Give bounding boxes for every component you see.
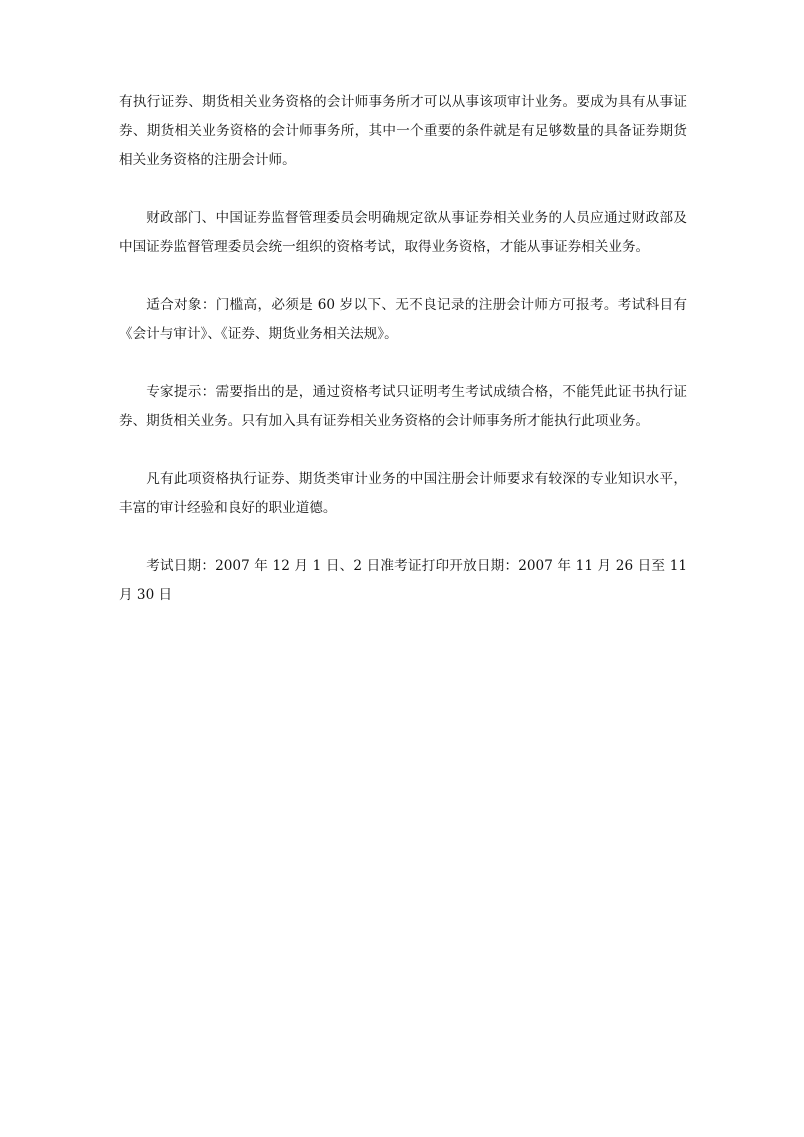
paragraph-expert-tip: 专家提示：需要指出的是，通过资格考试只证明考生考试成绩合格，不能凭此证书执行证券、期货相关业务。只有加入具有证券相关业务资格的会计师事务所才能执行此项业务。 bbox=[119, 384, 687, 429]
document-body bbox=[119, 88, 687, 639]
paragraph-regulation: 财政部门、中国证券监督管理委员会明确规定欲从事证券相关业务的人员应通过财政部及中国证券监督管理委员会统一组织的资格考试，取得业务资格，才能从事证券相关业务。 bbox=[119, 210, 687, 255]
paragraph-exam-dates: 考试日期：2007 年 12 月 1 日、2 日准考证打印开放日期：2007 年 11 月 26 日至 11 月 30 日 bbox=[119, 558, 687, 603]
paragraph-requirements: 凡有此项资格执行证券、期货类审计业务的中国注册会计师要求有较深的专业知识水平，丰富的审计经验和良好的职业道德。 bbox=[119, 471, 687, 516]
paragraph-eligibility: 适合对象：门槛高，必须是 60 岁以下、无不良记录的注册会计师方可报考。考试科目有《会计与审计》、《证券、期货业务相关法规》。 bbox=[119, 297, 687, 342]
paragraph-audit-qualification: 有执行证券、期货相关业务资格的会计师事务所才可以从事该项审计业务。要成为具有从事证券、期货相关业务资格的会计师事务所，其中一个重要的条件就是有足够数量的具备证券期货相关业务资格的注册会计师。 bbox=[119, 94, 687, 168]
